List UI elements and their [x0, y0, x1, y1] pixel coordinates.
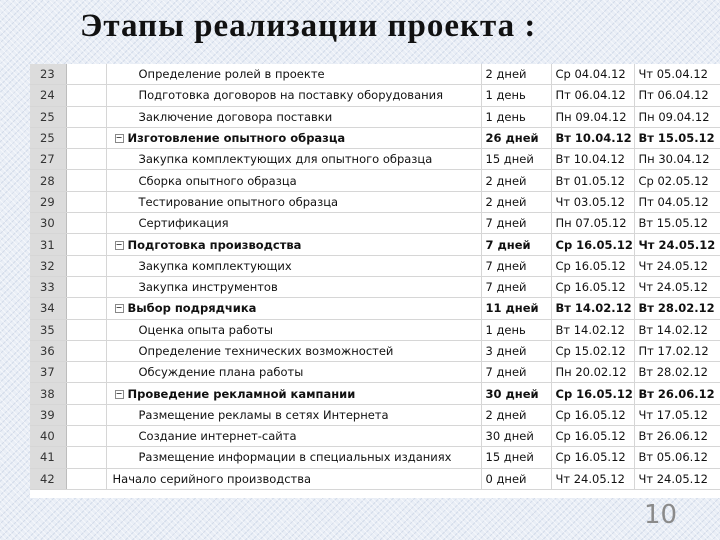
task-finish: Пт 04.05.12 [634, 191, 720, 212]
task-start: Ср 16.05.12 [551, 426, 634, 447]
task-duration: 30 дней [481, 426, 551, 447]
task-row[interactable] [30, 383, 720, 404]
task-duration: 2 дней [481, 64, 551, 85]
page-number: 10 [644, 500, 678, 530]
task-name-cell[interactable] [106, 426, 481, 447]
task-row[interactable] [30, 85, 720, 106]
task-duration: 3 дней [481, 340, 551, 361]
task-name: Тестирование опытного образца [138, 194, 339, 209]
task-name: Обсуждение плана работы [138, 365, 304, 380]
task-name-cell[interactable] [106, 213, 481, 234]
task-row[interactable] [30, 426, 720, 447]
task-name-cell[interactable] [106, 191, 481, 212]
task-duration: 15 дней [481, 149, 551, 170]
indicator-cell [66, 234, 106, 255]
task-name-cell[interactable] [106, 149, 481, 170]
indicator-cell [66, 468, 106, 489]
task-finish: Пн 09.04.12 [634, 106, 720, 127]
task-duration: 1 день [481, 85, 551, 106]
task-start: Ср 04.04.12 [551, 64, 634, 85]
task-duration: 26 дней [481, 127, 551, 148]
task-start: Ср 16.05.12 [551, 383, 634, 404]
task-name: Сертификация [138, 216, 229, 231]
task-row[interactable] [30, 319, 720, 340]
task-row[interactable] [30, 362, 720, 383]
task-finish: Ср 02.05.12 [634, 170, 720, 191]
task-row-id: 34 [30, 298, 66, 319]
task-finish: Вт 15.05.12 [634, 213, 720, 234]
task-duration: 7 дней [481, 213, 551, 234]
task-finish: Вт 14.02.12 [634, 319, 720, 340]
task-duration: 30 дней [481, 383, 551, 404]
task-name: Выбор подрядчика [127, 301, 257, 316]
task-start: Пн 09.04.12 [551, 106, 634, 127]
task-row[interactable] [30, 404, 720, 425]
task-row[interactable] [30, 255, 720, 276]
task-finish: Чт 24.05.12 [634, 255, 720, 276]
task-start: Ср 16.05.12 [551, 404, 634, 425]
task-duration: 7 дней [481, 362, 551, 383]
indicator-cell [66, 426, 106, 447]
indicator-cell [66, 255, 106, 276]
task-name-cell[interactable] [106, 404, 481, 425]
task-name: Подготовка производства [127, 237, 302, 252]
task-row[interactable] [30, 170, 720, 191]
task-name: Определение ролей в проекте [138, 67, 325, 82]
task-row-id: 23 [30, 64, 66, 85]
task-row[interactable] [30, 149, 720, 170]
task-finish: Вт 26.06.12 [634, 426, 720, 447]
task-row-id: 25 [30, 127, 66, 148]
task-duration: 7 дней [481, 255, 551, 276]
task-row[interactable] [30, 468, 720, 489]
indicator-cell [66, 276, 106, 297]
task-name: Закупка комплектующих [138, 258, 292, 273]
task-duration: 1 день [481, 319, 551, 340]
task-table [30, 64, 720, 490]
task-duration: 2 дней [481, 404, 551, 425]
task-start: Пн 20.02.12 [551, 362, 634, 383]
task-name-cell[interactable] [106, 276, 481, 297]
task-row[interactable] [30, 64, 720, 85]
task-name-cell[interactable] [106, 468, 481, 489]
task-row[interactable] [30, 234, 720, 255]
task-name: Заключение договора поставки [138, 109, 333, 124]
task-row-id: 37 [30, 362, 66, 383]
task-name-cell[interactable] [106, 362, 481, 383]
task-name: Начало серийного производства [112, 471, 312, 486]
task-name: Подготовка договоров на поставку оборудования [138, 88, 444, 103]
task-name-cell[interactable] [106, 170, 481, 191]
task-start: Ср 15.02.12 [551, 340, 634, 361]
indicator-cell [66, 298, 106, 319]
indicator-cell [66, 170, 106, 191]
task-name: Оценка опыта работы [138, 322, 273, 337]
task-start: Пн 07.05.12 [551, 213, 634, 234]
task-start: Вт 14.02.12 [551, 298, 634, 319]
task-row[interactable] [30, 213, 720, 234]
indicator-cell [66, 191, 106, 212]
task-name: Закупка комплектующих для опытного образца [138, 152, 433, 167]
task-name: Проведение рекламной кампании [127, 386, 356, 401]
task-duration: 11 дней [481, 298, 551, 319]
task-name: Размещение информации в специальных изданиях [138, 450, 452, 465]
indicator-cell [66, 383, 106, 404]
task-row-id: 41 [30, 447, 66, 468]
task-finish: Вт 26.06.12 [634, 383, 720, 404]
task-row-id: 24 [30, 85, 66, 106]
indicator-cell [66, 404, 106, 425]
indicator-cell [66, 340, 106, 361]
task-start: Ср 16.05.12 [551, 276, 634, 297]
task-finish: Пт 17.02.12 [634, 340, 720, 361]
task-start: Ср 16.05.12 [551, 255, 634, 276]
indicator-cell [66, 213, 106, 234]
task-duration: 2 дней [481, 191, 551, 212]
task-name-cell[interactable] [106, 340, 481, 361]
collapse-icon[interactable]: − [115, 133, 123, 143]
task-duration: 7 дней [481, 276, 551, 297]
collapse-icon[interactable]: − [115, 239, 123, 249]
task-finish: Вт 28.02.12 [634, 362, 720, 383]
indicator-cell [66, 64, 106, 85]
task-duration: 7 дней [481, 234, 551, 255]
indicator-cell [66, 106, 106, 127]
task-row-id: 28 [30, 170, 66, 191]
task-finish: Чт 24.05.12 [634, 276, 720, 297]
task-row[interactable] [30, 127, 720, 148]
task-name-cell[interactable] [106, 106, 481, 127]
task-name: Изготовление опытного образца [127, 131, 346, 146]
task-finish: Пн 30.04.12 [634, 149, 720, 170]
task-row[interactable] [30, 340, 720, 361]
task-name-cell[interactable] [106, 255, 481, 276]
task-name: Определение технических возможностей [138, 344, 394, 358]
task-row-id: 27 [30, 149, 66, 170]
task-row-id: 42 [30, 468, 66, 489]
task-name-cell[interactable] [106, 85, 481, 106]
task-name-cell[interactable] [106, 127, 481, 148]
task-name-cell[interactable] [106, 383, 481, 404]
collapse-icon[interactable]: − [115, 303, 123, 313]
task-duration: 2 дней [481, 170, 551, 191]
indicator-cell [66, 319, 106, 340]
indicator-cell [66, 447, 106, 468]
task-name-cell[interactable] [106, 319, 481, 340]
task-name: Размещение рекламы в сетях Интернета [138, 407, 389, 422]
page-title: Этапы реализации проекта : [80, 8, 537, 44]
task-name-cell[interactable] [106, 298, 481, 319]
task-row[interactable] [30, 106, 720, 127]
task-start: Чт 03.05.12 [551, 191, 634, 212]
task-name-cell[interactable] [106, 447, 481, 468]
task-start: Чт 24.05.12 [551, 468, 634, 489]
task-row[interactable] [30, 447, 720, 468]
task-finish: Пт 06.04.12 [634, 85, 720, 106]
task-row-id: 35 [30, 319, 66, 340]
task-row-id: 32 [30, 255, 66, 276]
indicator-cell [66, 127, 106, 148]
task-row-id: 38 [30, 383, 66, 404]
collapse-icon[interactable]: − [115, 388, 123, 398]
task-start: Пт 06.04.12 [551, 85, 634, 106]
task-start: Ср 16.05.12 [551, 234, 634, 255]
task-row[interactable] [30, 191, 720, 212]
task-row-id: 29 [30, 191, 66, 212]
task-finish: Чт 24.05.12 [634, 468, 720, 489]
task-name-cell[interactable] [106, 234, 481, 255]
task-finish: Вт 15.05.12 [634, 127, 720, 148]
task-start: Вт 10.04.12 [551, 149, 634, 170]
task-name: Закупка инструментов [138, 280, 278, 295]
task-start: Ср 16.05.12 [551, 447, 634, 468]
task-name-cell[interactable] [106, 64, 481, 85]
task-row-id: 31 [30, 234, 66, 255]
indicator-cell [66, 85, 106, 106]
task-finish: Чт 17.05.12 [634, 404, 720, 425]
task-row[interactable] [30, 298, 720, 319]
task-start: Вт 14.02.12 [551, 319, 634, 340]
task-finish: Чт 05.04.12 [634, 64, 720, 85]
task-sheet [30, 64, 720, 498]
task-start: Вт 01.05.12 [551, 170, 634, 191]
task-row-id: 25 [30, 106, 66, 127]
task-row[interactable] [30, 276, 720, 297]
task-start: Вт 10.04.12 [551, 127, 634, 148]
task-duration: 1 день [481, 106, 551, 127]
task-name: Создание интернет-сайта [138, 429, 297, 444]
task-row-id: 39 [30, 404, 66, 425]
indicator-cell [66, 362, 106, 383]
task-duration: 15 дней [481, 447, 551, 468]
task-duration: 0 дней [481, 468, 551, 489]
task-finish: Чт 24.05.12 [634, 234, 720, 255]
indicator-cell [66, 149, 106, 170]
task-finish: Вт 28.02.12 [634, 298, 720, 319]
task-row-id: 33 [30, 276, 66, 297]
task-name: Сборка опытного образца [138, 173, 297, 188]
task-row-id: 30 [30, 213, 66, 234]
task-finish: Вт 05.06.12 [634, 447, 720, 468]
task-row-id: 40 [30, 426, 66, 447]
task-row-id: 36 [30, 340, 66, 361]
